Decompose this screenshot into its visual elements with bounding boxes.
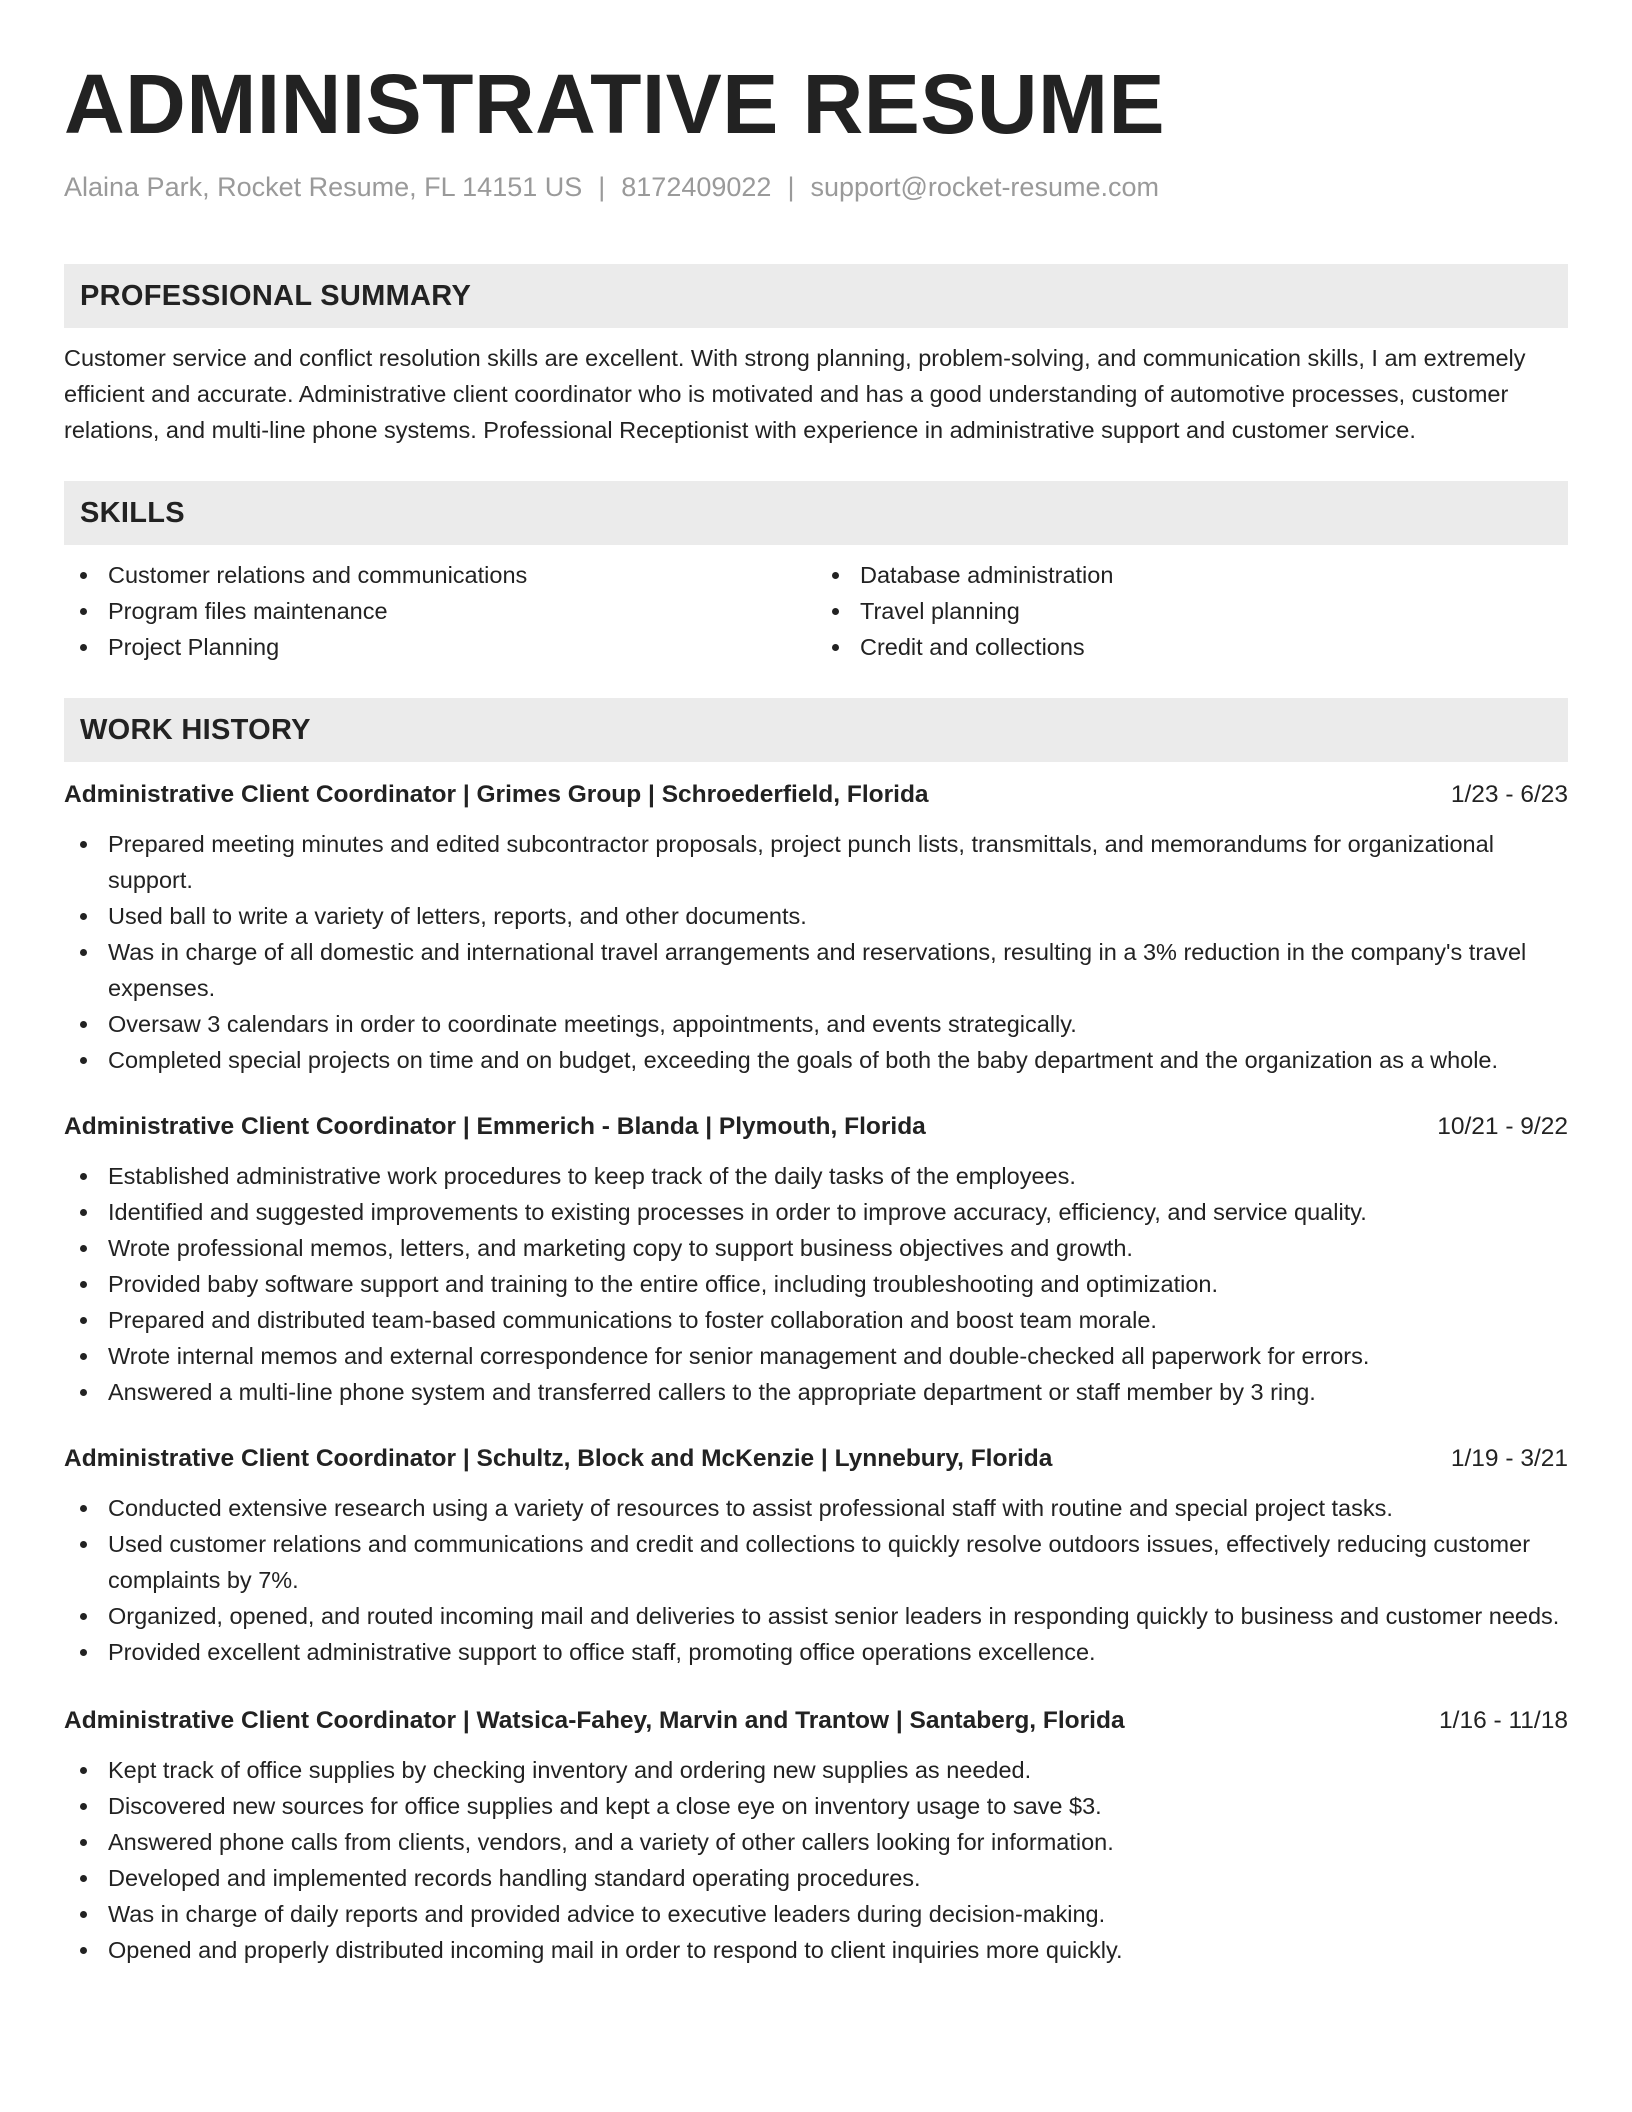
job-bullet: Used customer relations and communications and credit and collections to quickly resolve outdoors issues, effectively reducing customer complaints by 7%.	[64, 1526, 1568, 1598]
job-bullet: Answered phone calls from clients, vendors, and a variety of other callers looking for information.	[64, 1824, 1568, 1860]
job-title: Administrative Client Coordinator | Schultz, Block and McKenzie | Lynnebury, Florida	[64, 1445, 1053, 1472]
job-bullets	[64, 1752, 1568, 1968]
skills-heading: SKILLS	[64, 481, 1568, 545]
job-header	[64, 1110, 1568, 1144]
skills-list	[64, 557, 1568, 665]
job-bullet: Prepared meeting minutes and edited subcontractor proposals, project punch lists, transmittals, and memorandums for organizational support.	[64, 826, 1568, 898]
job-bullet: Conducted extensive research using a variety of resources to assist professional staff with routine and special project tasks.	[64, 1490, 1568, 1526]
job-bullet: Established administrative work procedures to keep track of the daily tasks of the employees.	[64, 1158, 1568, 1194]
skill-item: Database administration	[816, 557, 1568, 593]
job-entry	[64, 1110, 1568, 1410]
job-bullet: Opened and properly distributed incoming mail in order to respond to client inquiries more quickly.	[64, 1932, 1568, 1968]
job-bullet: Organized, opened, and routed incoming mail and deliveries to assist senior leaders in responding quickly to business and customer needs.	[64, 1598, 1568, 1634]
job-bullet: Prepared and distributed team-based communications to foster collaboration and boost team morale.	[64, 1302, 1568, 1338]
contact-separator: |	[787, 172, 795, 202]
job-bullet: Wrote internal memos and external correspondence for senior management and double-checked all paperwork for errors.	[64, 1338, 1568, 1374]
job-header	[64, 1704, 1568, 1738]
job-title: Administrative Client Coordinator | Watsica-Fahey, Marvin and Trantow | Santaberg, Florida	[64, 1707, 1125, 1734]
job-dates: 1/23 - 6/23	[1450, 781, 1568, 808]
job-bullet: Was in charge of all domestic and international travel arrangements and reservations, resulting in a 3% reduction in the company's travel expenses.	[64, 934, 1568, 1006]
job-bullets	[64, 1158, 1568, 1410]
job-dates: 10/21 - 9/22	[1437, 1113, 1568, 1140]
job-header	[64, 778, 1568, 812]
contact-email: support@rocket-resume.com	[810, 172, 1159, 202]
job-bullet: Wrote professional memos, letters, and marketing copy to support business objectives and growth.	[64, 1230, 1568, 1266]
skill-item: Program files maintenance	[64, 593, 816, 629]
job-entry	[64, 778, 1568, 1078]
job-bullet: Answered a multi-line phone system and transferred callers to the appropriate department or staff member by 3 ring.	[64, 1374, 1568, 1410]
job-bullets	[64, 826, 1568, 1078]
job-title: Administrative Client Coordinator | Emmerich - Blanda | Plymouth, Florida	[64, 1113, 926, 1140]
job-title: Administrative Client Coordinator | Grimes Group | Schroederfield, Florida	[64, 781, 929, 808]
skill-item: Credit and collections	[816, 629, 1568, 665]
job-bullet: Completed special projects on time and on budget, exceeding the goals of both the baby department and the organization as a whole.	[64, 1042, 1568, 1078]
job-bullet: Kept track of office supplies by checking inventory and ordering new supplies as needed.	[64, 1752, 1568, 1788]
job-bullet: Discovered new sources for office supplies and kept a close eye on inventory usage to save $3.	[64, 1788, 1568, 1824]
skills-column-left	[64, 557, 816, 665]
skills-column-right	[816, 557, 1568, 665]
contact-phone: 8172409022	[621, 172, 772, 202]
job-bullet: Identified and suggested improvements to existing processes in order to improve accuracy, efficiency, and service quality.	[64, 1194, 1568, 1230]
job-bullet: Used ball to write a variety of letters, reports, and other documents.	[64, 898, 1568, 934]
job-entry	[64, 1442, 1568, 1670]
summary-heading: PROFESSIONAL SUMMARY	[64, 264, 1568, 328]
summary-text: Customer service and conflict resolution skills are excellent. With strong planning, problem-solving, and communication skills, I am extremely efficient and accurate. Administrative client coordinator who is motivated and has a good understanding of automotive processes, customer relations, and multi-line phone systems. Professional Receptionist with experience in administrative support and customer service.	[64, 345, 1526, 443]
skill-item: Project Planning	[64, 629, 816, 665]
job-bullet: Oversaw 3 calendars in order to coordinate meetings, appointments, and events strategically.	[64, 1006, 1568, 1042]
job-bullet: Developed and implemented records handling standard operating procedures.	[64, 1860, 1568, 1896]
job-dates: 1/16 - 11/18	[1439, 1707, 1568, 1734]
contact-separator: |	[598, 172, 606, 202]
contact-address: Alaina Park, Rocket Resume, FL 14151 US	[64, 172, 583, 202]
job-bullets	[64, 1490, 1568, 1670]
job-bullet: Provided baby software support and training to the entire office, including troubleshooting and optimization.	[64, 1266, 1568, 1302]
job-entry	[64, 1704, 1568, 1968]
job-bullet: Provided excellent administrative support to office staff, promoting office operations excellence.	[64, 1634, 1568, 1670]
job-bullet: Was in charge of daily reports and provided advice to executive leaders during decision-making.	[64, 1896, 1568, 1932]
contact-line	[64, 170, 1568, 204]
skill-item: Travel planning	[816, 593, 1568, 629]
skill-item: Customer relations and communications	[64, 557, 816, 593]
work-history-heading: WORK HISTORY	[64, 698, 1568, 762]
job-dates: 1/19 - 3/21	[1450, 1445, 1568, 1472]
job-header	[64, 1442, 1568, 1476]
resume-title: ADMINISTRATIVE RESUME	[64, 57, 1165, 151]
